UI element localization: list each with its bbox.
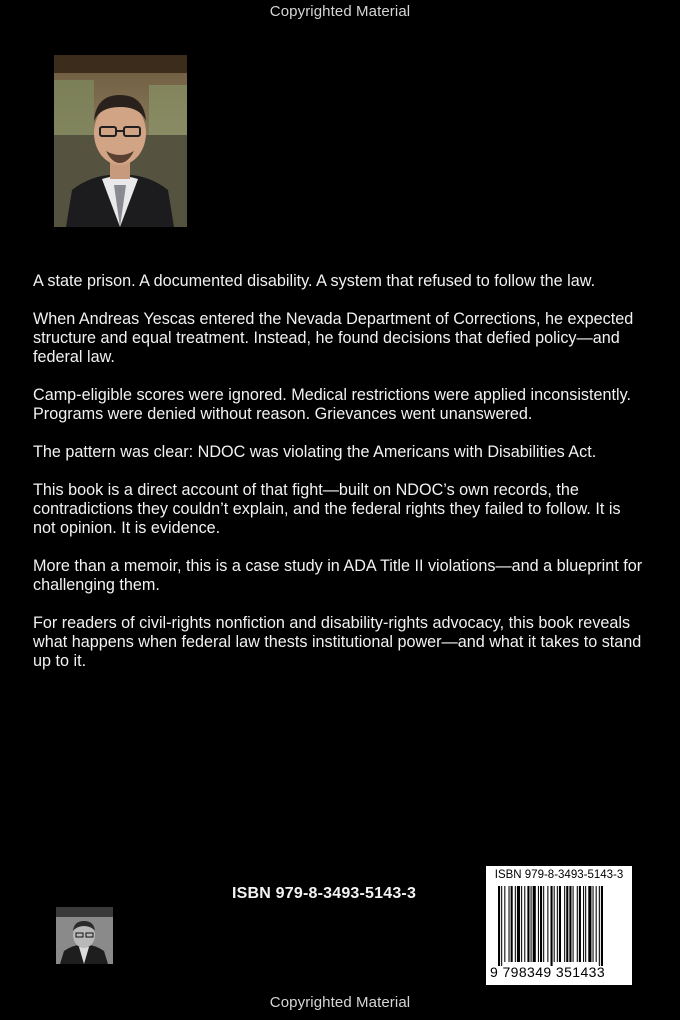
barcode-bar bbox=[579, 886, 581, 962]
barcode-bar bbox=[585, 886, 586, 962]
blurb-paragraph: The pattern was clear: NDOC was violating the Americans with Disabilities Act. bbox=[33, 443, 597, 461]
back-cover-blurb bbox=[33, 272, 645, 690]
isbn-barcode-icon bbox=[498, 886, 620, 966]
barcode-box bbox=[486, 866, 632, 985]
barcode-bar bbox=[498, 886, 500, 966]
barcode-bar bbox=[517, 886, 520, 962]
author-portrait-icon bbox=[54, 55, 187, 227]
barcode-bar bbox=[540, 886, 542, 962]
barcode-bar bbox=[583, 886, 584, 962]
author-portrait-thumbnail-icon bbox=[56, 907, 113, 964]
blurb-paragraph: More than a memoir, this is a case study in ADA Title II violations—and a blueprint for challenging them. bbox=[33, 557, 643, 594]
blurb-paragraph: This book is a direct account of that fight—built on NDOC’s own records, the contradictions they couldn’t explain, and the federal rights they failed to follow. It is not opinion. It is evidence. bbox=[33, 481, 621, 537]
barcode-bar bbox=[601, 886, 603, 966]
barcode-bar bbox=[588, 886, 591, 962]
barcode-bar bbox=[521, 886, 522, 962]
copyright-watermark-top: Copyrighted Material bbox=[269, 3, 411, 20]
barcode-bar bbox=[559, 886, 561, 962]
blurb-paragraph: When Andreas Yescas entered the Nevada Department of Corrections, he expected structure and equal treatment. Instead, he found decisions that defied policy—and federal law. bbox=[33, 310, 634, 366]
barcode-isbn-label: ISBN 979-8-3493-5143-3 bbox=[494, 869, 624, 881]
barcode-bar bbox=[501, 886, 502, 966]
barcode-bar bbox=[509, 886, 510, 962]
barcode-bar bbox=[573, 886, 574, 962]
barcode-bar bbox=[504, 886, 505, 962]
barcode-bar bbox=[596, 886, 597, 962]
blurb-paragraph: A state prison. A documented disability. A system that refused to follow the law. bbox=[33, 272, 596, 290]
barcode-digits: 9 798349 351433 bbox=[490, 964, 605, 980]
barcode-bar bbox=[564, 886, 565, 962]
barcode-bar bbox=[593, 886, 594, 962]
barcode-bar bbox=[531, 886, 532, 962]
copyright-watermark-bottom: Copyrighted Material bbox=[269, 994, 411, 1011]
barcode-bar bbox=[557, 886, 558, 962]
blurb-paragraph: Camp-eligible scores were ignored. Medical restrictions were applied inconsistently. Programs were denied without reason. Grievances went unanswered. bbox=[33, 386, 632, 423]
barcode-bar bbox=[599, 886, 600, 966]
author-thumbnail bbox=[56, 907, 113, 964]
barcode-bar bbox=[524, 886, 525, 962]
barcode-bar bbox=[527, 886, 529, 962]
barcode-bar bbox=[515, 886, 516, 962]
barcode-bar bbox=[543, 886, 544, 962]
barcode-bar bbox=[551, 886, 553, 966]
barcode-bar bbox=[569, 886, 571, 962]
author-photo bbox=[54, 55, 187, 227]
barcode-bar bbox=[538, 886, 539, 962]
barcode-bar bbox=[547, 886, 548, 962]
barcode-bar bbox=[554, 886, 555, 962]
barcode-bar bbox=[566, 886, 568, 962]
isbn-label: ISBN 979-8-3493-5143-3 bbox=[232, 885, 417, 902]
barcode-bar bbox=[511, 886, 513, 962]
barcode-bar bbox=[533, 886, 536, 962]
barcode-bar bbox=[577, 886, 578, 962]
blurb-paragraph: For readers of civil-rights nonfiction and disability-rights advocacy, this book reveals what happens when federal law thests institutional power—and what it takes to stand up to it. bbox=[33, 614, 642, 670]
